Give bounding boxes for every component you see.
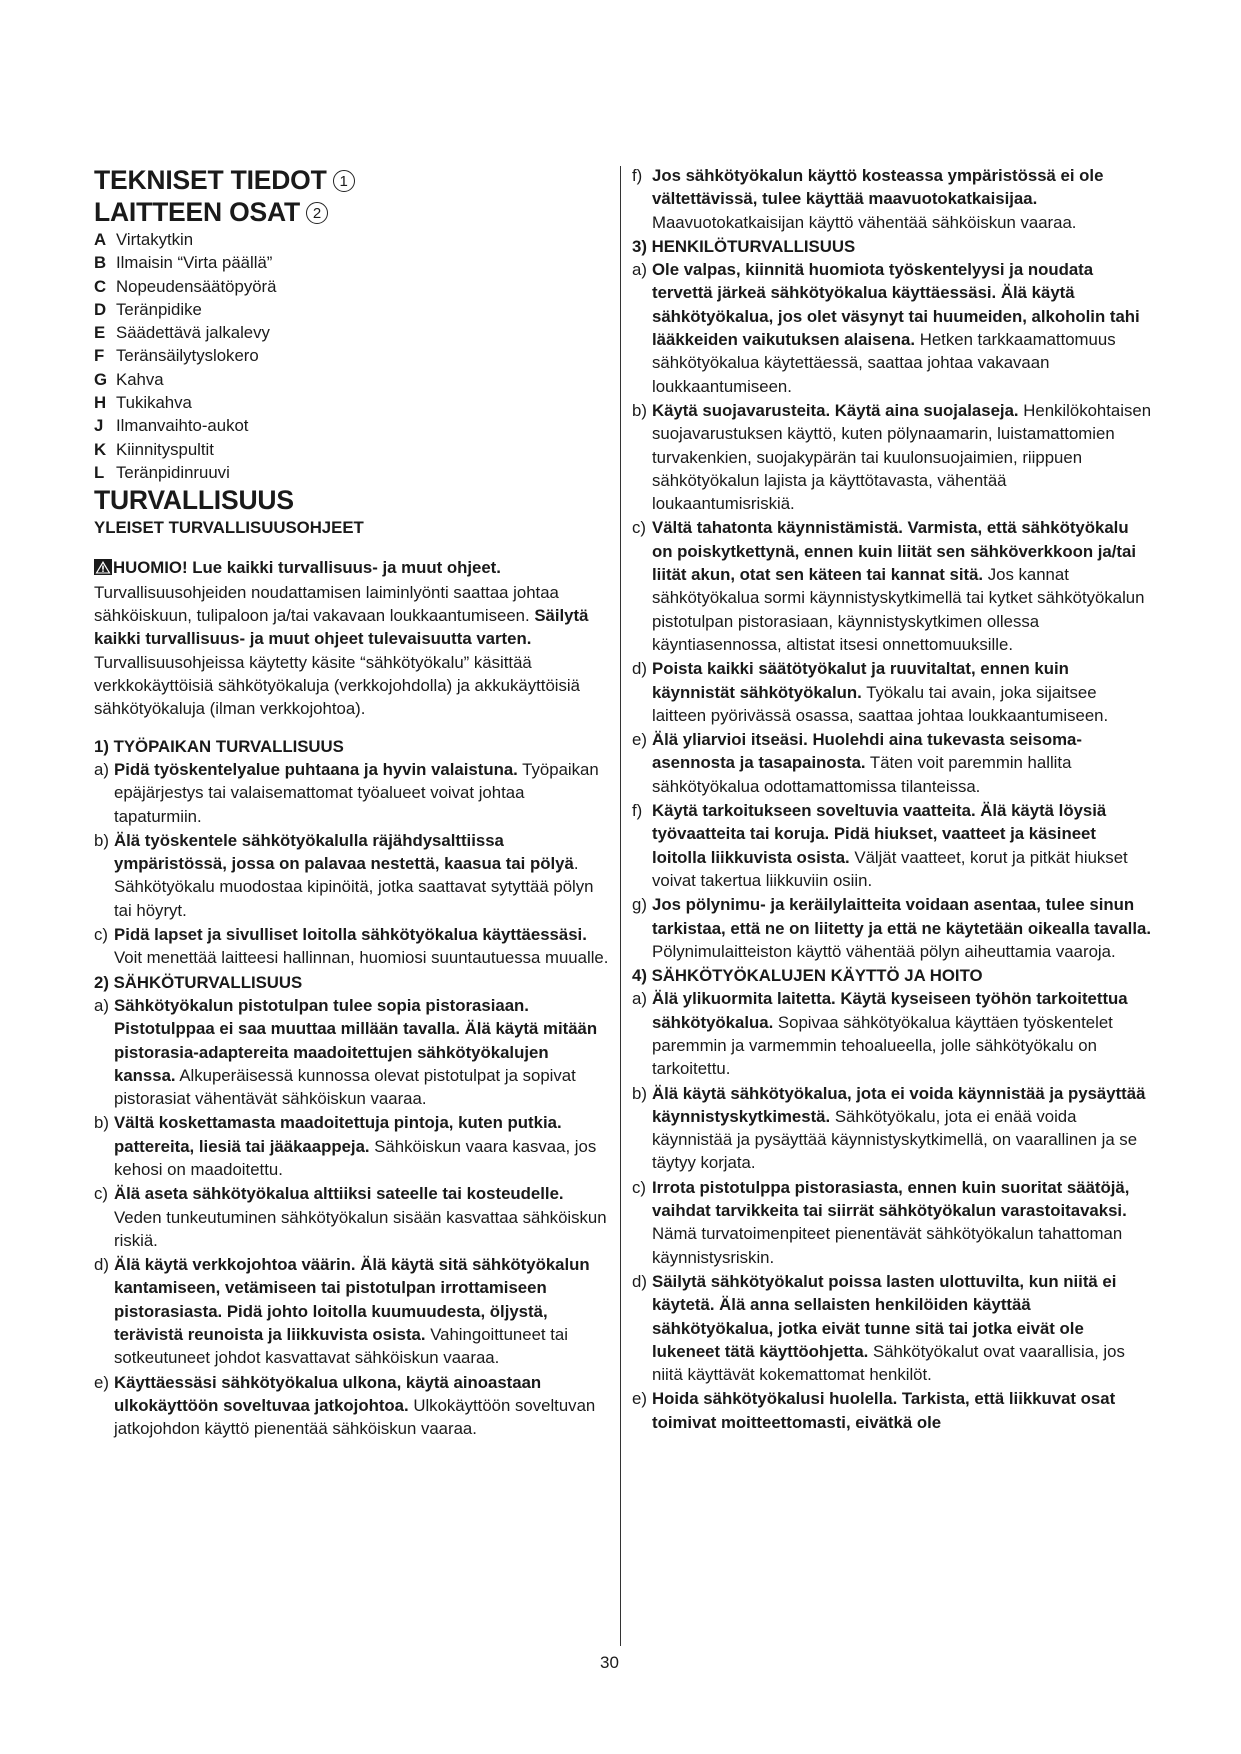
list-item: b) Vältä koskettamasta maadoitettuja pintoja, kuten putkia. pattereita, liesiä tai jääkaappeja. Sähköiskun vaara kasvaa, jos kehosi on maadoitettu. bbox=[94, 1113, 597, 1179]
list-item: G Kahva bbox=[94, 369, 164, 389]
list-item: c) Pidä lapset ja sivulliset loitolla sähkötyökalua käyttäessäsi. Voit menettää laitteesi hallinnan, huomiosi suuntautuessa muualle. bbox=[94, 925, 609, 968]
list-item: a) Pidä työskentelyalue puhtaana ja hyvin valaistuna. Työpaikan epäjärjestys tai valaisemattomat työalueet voivat johtaa tapaturmiin. bbox=[94, 759, 599, 826]
list-item: A Virtakytkin bbox=[94, 230, 194, 249]
list-item: c) Irrota pistotulppa pistorasiasta, ennen kuin suoritat säätöjä, vaihdat tarvikkeita tai siirrät sähkötyökalun varastoitavaksi. Nämä turvatoimenpiteet pienentävät sähkötyökalun tahattoman käynnistysriskin. bbox=[632, 1177, 1130, 1267]
warning-icon bbox=[94, 558, 112, 581]
list-item: C Nopeudensäätöpyörä bbox=[94, 276, 277, 296]
column-divider bbox=[620, 166, 621, 1646]
list-item: c) Älä aseta sähkötyökalua alttiiksi sateelle tai kosteudelle. Veden tunkeutuminen sähkötyökalun sisään kasvattaa sähköiskun riskiä. bbox=[94, 1184, 607, 1250]
list-item: d) Säilytä sähkötyökalut poissa lasten ulottuvilta, kun niitä ei käytetä. Älä anna sellaisten henkilöiden käyttää sähkötyökalua, jotka eivät tunne sitä tai jotka eivät ole lukeneet tätä käyttöohjetta. Sähkötyökalut ovat vaarallisia, jos niitä käyttävät kokemattomat henkilöt. bbox=[632, 1271, 1125, 1385]
list-item: a) Sähkötyökalun pistotulpan tulee sopia pistorasiaan. Pistotulppaa ei saa muuttaa millään tavalla. Älä käytä mitään pistorasia-adaptereita maadoitettujen sähkötyökalujen kanssa. Alkuperäisessä kunnossa olevat pistotulpat ja sopivat pistorasiat vähentävät sähköiskun vaaraa. bbox=[94, 995, 598, 1109]
figure-ref-1: 1 bbox=[333, 170, 355, 192]
list-item: f) Jos sähkötyökalun käyttö kosteassa ympäristössä ei ole vältettävissä, tulee käyttää maavuotokatkaisijaa. Maavuotokatkaisijan käyttö vähentää sähköiskun vaaraa. bbox=[632, 166, 1104, 232]
parts-list bbox=[94, 228, 614, 484]
warning-paragraph: HUOMIO! Lue kaikki turvallisuus- ja muut ohjeet. Turvallisuusohjeiden noudattamisen laiminlyönti saattaa johtaa sähköiskuun, tulipaloon ja/tai vakavaan loukkaantumiseen. Säilytä kaikki turvallisuus- ja muut ohjeet tulevaisuutta varten. Turvallisuusohjeissa käytetty käsite “sähkötyökalu” käsittää verkkokäyttöisiä sähkötyökaluja (verkkojohdolla) ja akkukäyttöisiä sähkötyökaluja (ilman verkkojohtoa). bbox=[94, 557, 589, 719]
list-item: e) Käyttäessäsi sähkötyökalua ulkona, käytä ainoastaan ulkokäyttöön soveltuvaa jatkojohtoa. Ulkokäyttöön soveltuvan jatkojohdon käyttö pienentää sähköiskun vaaraa. bbox=[94, 1372, 596, 1439]
list-item: d) Poista kaikki säätötyökalut ja ruuvitaltat, ennen kuin käynnistät sähkötyökalun. Työkalu tai avain, joka sijaitsee laitteen pyörivässä osassa, saattaa johtaa loukkaantumiseen. bbox=[632, 659, 1109, 725]
list-item: H Tukikahva bbox=[94, 393, 192, 413]
right-column bbox=[632, 164, 1152, 1435]
section-title-workplace: 1) TYÖPAIKAN TURVALLISUUS bbox=[94, 736, 344, 756]
list-item: B Ilmaisin “Virta päällä” bbox=[94, 253, 273, 273]
heading-safety: TURVALLISUUS bbox=[94, 485, 294, 516]
list-item: b) Älä käytä sähkötyökalua, jota ei voida käynnistää ja pysäyttää käynnistyskytkimestä. Sähkötyökalu, jota ei enää voida käynnistää ja pysäyttää käynnistyskytkimellä, on vaarallinen ja se täytyy korjata. bbox=[632, 1083, 1146, 1173]
list-item: a) Älä ylikuormita laitetta. Käytä kyseiseen työhön tarkoitettua sähkötyökalua. Sopivaa sähkötyökalua käyttäen työskentelet paremmin ja varmemmin tehoalueella, jolle sähkötyökalu on tarkoitettu. bbox=[632, 989, 1128, 1079]
list-item: g) Jos pölynimu- ja keräilylaitteita voidaan asentaa, tulee sinun tarkistaa, että ne on liitetty ja että ne käytetään oikealla tavalla. Pölynimulaitteiston käyttö vähentää pölyn aiheuttamia vaaroja. bbox=[632, 895, 1151, 961]
list-item: e) Hoida sähkötyökalusi huolella. Tarkista, että liikkuvat osat toimivat moitteettomasti, eivätkä ole bbox=[632, 1389, 1116, 1432]
heading-technical-data: TEKNISET TIEDOT 1 bbox=[94, 164, 614, 196]
list-item: b) Älä työskentele sähkötyökalulla räjähdysalttiissa ympäristössä, jossa on palavaa nestettä, kaasua tai pölyä. Sähkötyökalu muodostaa kipinöitä, jotka saattavat sytyttää pölyn tai höyryt. bbox=[94, 830, 594, 920]
page-number: 30 bbox=[600, 1653, 619, 1672]
figure-ref-2: 2 bbox=[306, 202, 328, 224]
list-item: D Teränpidike bbox=[94, 299, 202, 319]
list-item: E Säädettävä jalkalevy bbox=[94, 323, 270, 343]
section-title-tool-use: 4) SÄHKÖTYÖKALUJEN KÄYTTÖ JA HOITO bbox=[632, 966, 983, 986]
heading-device-parts: LAITTEEN OSAT 2 bbox=[94, 196, 614, 228]
section-title-electrical: 2) SÄHKÖTURVALLISUUS bbox=[94, 972, 303, 992]
list-item: c) Vältä tahatonta käynnistämistä. Varmista, että sähkötyökalu on poiskytkettynä, ennen kuin liität sen sähköverkkoon ja/tai liität akun, otat sen käteen tai kannat sitä. Jos kannat sähkötyökalua sormi käynnistyskytkimellä tai kytket sähkötyökalun pistotulpan pistorasiaan, käynnistyskytkimen ollessa käyntiasennossa, altistat itsesi onnettomuuksille. bbox=[632, 518, 1145, 654]
list-item: F Teränsäilytyslokero bbox=[94, 346, 259, 366]
list-item: b) Käytä suojavarusteita. Käytä aina suojalaseja. Henkilökohtaisen suojavarustuksen käyttö, kuten pölynaamarin, luistamattomien turvakenkien, suojakypärän tai kuulonsuojaimien, riippuen sähkötyökalun lajista ja käyttötavasta, vähentää loukaantumisriskiä. bbox=[632, 400, 1152, 514]
list-item: L Teränpidinruuvi bbox=[94, 462, 230, 482]
list-item: f) Käytä tarkoitukseen soveltuvia vaatteita. Älä käytä löysiä työvaatteita tai koruja. Pidä hiukset, vaatteet ja käsineet loitolla liikkuvista osista. Väljät vaatteet, korut ja pitkät hiukset voivat takertua liikkuviin osiin. bbox=[632, 801, 1128, 890]
list-item: d) Älä käytä verkkojohtoa väärin. Älä käytä sitä sähkötyökalun kantamiseen, vetämiseen tai pistotulpan irrottamiseen pistorasiasta. Pidä johto loitolla kuumuudesta, öljystä, terävistä reunoista ja liikkuvista osista. Vahingoittuneet tai sotkeutuneet johdot kasvattavat sähköiskun vaaraa. bbox=[94, 1255, 590, 1368]
list-item: a) Ole valpas, kiinnitä huomiota työskentelyysi ja noudata tervettä järkeä sähkötyökalua käyttäessäsi. Älä käytä sähkötyökalua, jos olet väsynyt tai huumeiden, alkoholin tahi lääkkeiden vaikutuksen alaisena. Hetken tarkkaamattomuus sähkötyökalua käytettäessä, saattaa johtaa vakavaan loukkaantumiseen. bbox=[632, 260, 1140, 396]
section-title-personal: 3) HENKILÖTURVALLISUUS bbox=[632, 236, 856, 256]
list-item: e) Älä yliarvioi itseäsi. Huolehdi aina tukevasta seisoma-asennosta ja tasapainosta. Täten voit paremmin hallita sähkötyökalua odottamattomissa tilanteissa. bbox=[632, 730, 1082, 796]
list-item: J Ilmanvaihto-aukot bbox=[94, 416, 249, 436]
list-item: K Kiinnityspultit bbox=[94, 439, 214, 459]
heading-general-safety: YLEISET TURVALLISUUSOHJEET bbox=[94, 518, 364, 538]
left-column bbox=[94, 164, 614, 1442]
